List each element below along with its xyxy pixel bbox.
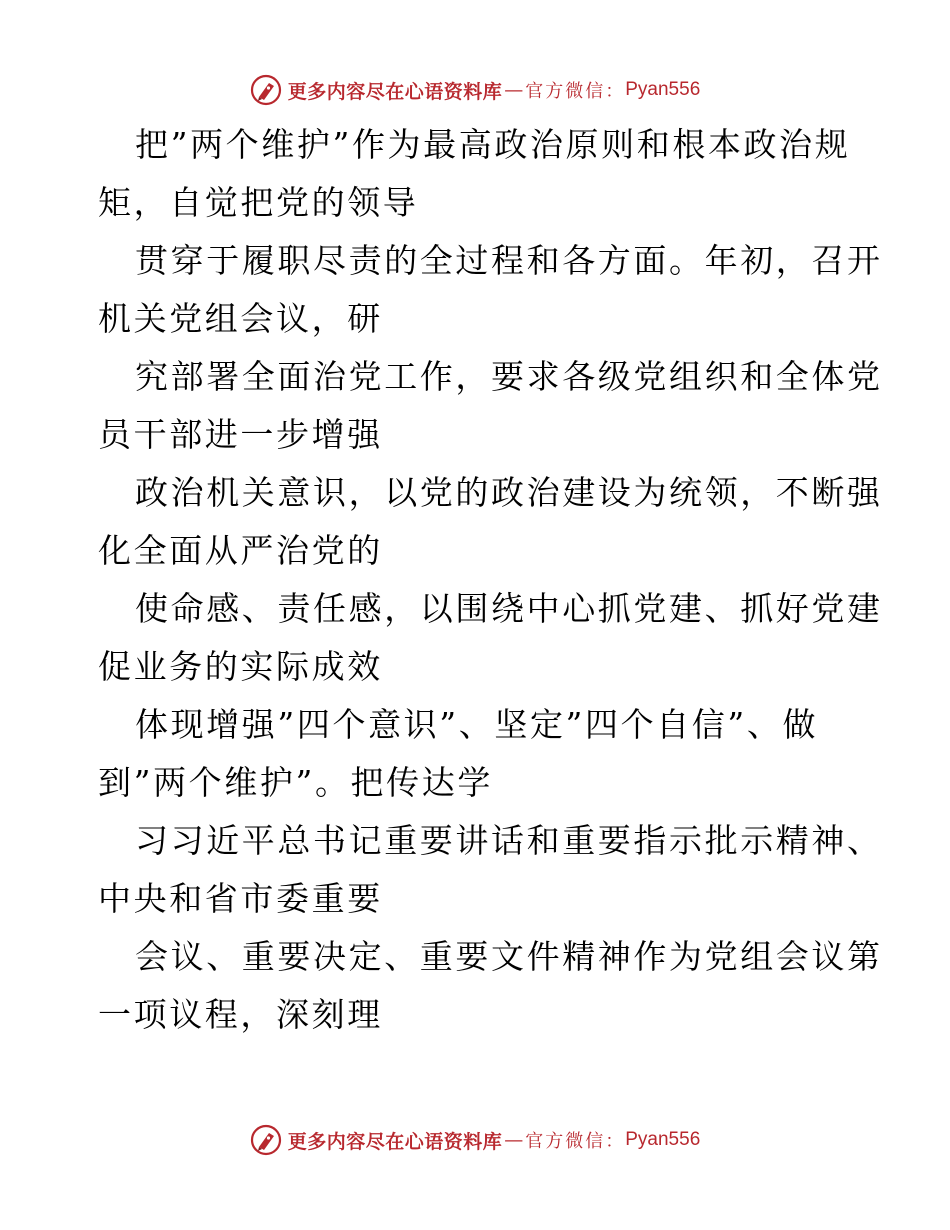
paragraph-line: 促业务的实际成效 [98,647,383,686]
paragraph-line: 政治机关意识，以党的政治建设为统领，不断强 [135,473,883,512]
banner-separator: — [504,1129,524,1151]
banner-separator: — [504,79,524,101]
paragraph-line: 把”两个维护”作为最高政治原则和根本政治规 [135,125,851,164]
banner-wechat-handle: Pyan556 [625,1129,701,1150]
banner-title: 更多内容尽在心语资料库 [287,80,503,103]
paragraph-line: 会议、重要决定、重要文件精神作为党组会议第 [135,937,883,976]
banner-wechat-label: 官方微信： [525,1131,626,1152]
paragraph-line: 究部署全面治党工作，要求各级党组织和全体党 [135,357,883,396]
document-body [98,116,883,1044]
paragraph-line: 矩，自觉把党的领导 [98,183,419,222]
paragraph-line: 贯穿于履职尽责的全过程和各方面。年初，召开 [135,241,883,280]
banner-title: 更多内容尽在心语资料库 [287,1130,503,1153]
paragraph-line: 体现增强”四个意识”、坚定”四个自信”、做 [135,705,819,744]
banner-wechat-handle: Pyan556 [625,79,701,100]
paragraph-line: 机关党组会议，研 [98,299,383,338]
paragraph-line: 到”两个维护”。把传达学 [98,763,493,802]
header-banner [0,70,950,110]
paragraph-line: 使命感、责任感，以围绕中心抓党建、抓好党建 [135,589,883,628]
paragraph-line: 习习近平总书记重要讲话和重要指示批示精神、 [135,821,883,860]
banner-wechat-label: 官方微信： [525,81,626,102]
paragraph-line: 中央和省市委重要 [98,879,383,918]
pen-nib-logo-icon [250,74,282,106]
paragraph-line: 一项议程，深刻理 [98,995,383,1034]
paragraph-line: 化全面从严治党的 [98,531,383,570]
pen-nib-logo-icon [250,1124,282,1156]
footer-banner [0,1120,950,1160]
paragraph-line: 员干部进一步增强 [98,415,383,454]
